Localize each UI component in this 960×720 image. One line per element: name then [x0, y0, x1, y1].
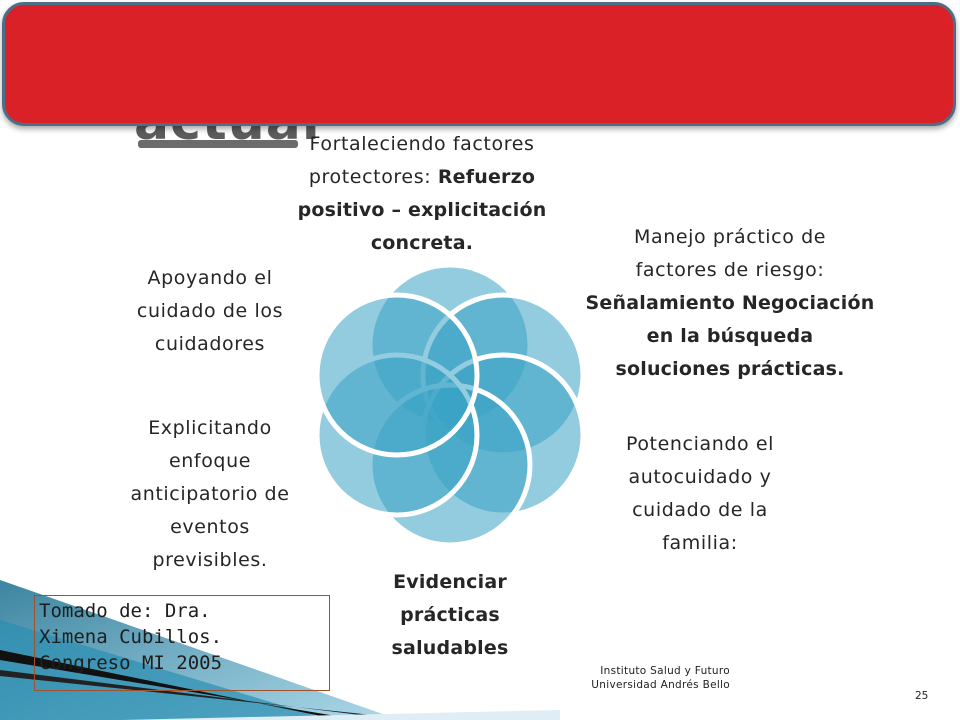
source-citation-box [34, 595, 330, 691]
petal-upper-left [317, 295, 477, 455]
text-manejo-practico: Manejo práctico de factores de riesgo: Señalamiento Negociación en la búsqueda soluciones prácticas. [585, 226, 875, 380]
source-line: Ximena Cubillos. [39, 626, 223, 648]
text-fortaleciendo: Fortaleciendo factores protectores: Refuerzo positivo – explicitación concreta. [297, 133, 547, 254]
title-banner [2, 2, 956, 126]
source-line: Congreso MI 2005 [39, 652, 223, 674]
cycle-diagram [300, 255, 600, 555]
page-number: 25 [915, 690, 929, 702]
text-apoyando: Apoyando el cuidado de los cuidadores [136, 267, 284, 355]
text-explicitando: Explicitando enfoque anticipatorio de eventos previsibles. [130, 417, 290, 571]
text-potenciando: Potenciando el autocuidado y cuidado de la familia: [625, 433, 775, 554]
text-evidenciar: Evidenciar prácticas saludables [391, 571, 509, 659]
source-line: Tomado de: Dra. [39, 600, 211, 622]
footer-institution: Instituto Salud y Futuro Universidad Andrés Bello [591, 665, 730, 691]
